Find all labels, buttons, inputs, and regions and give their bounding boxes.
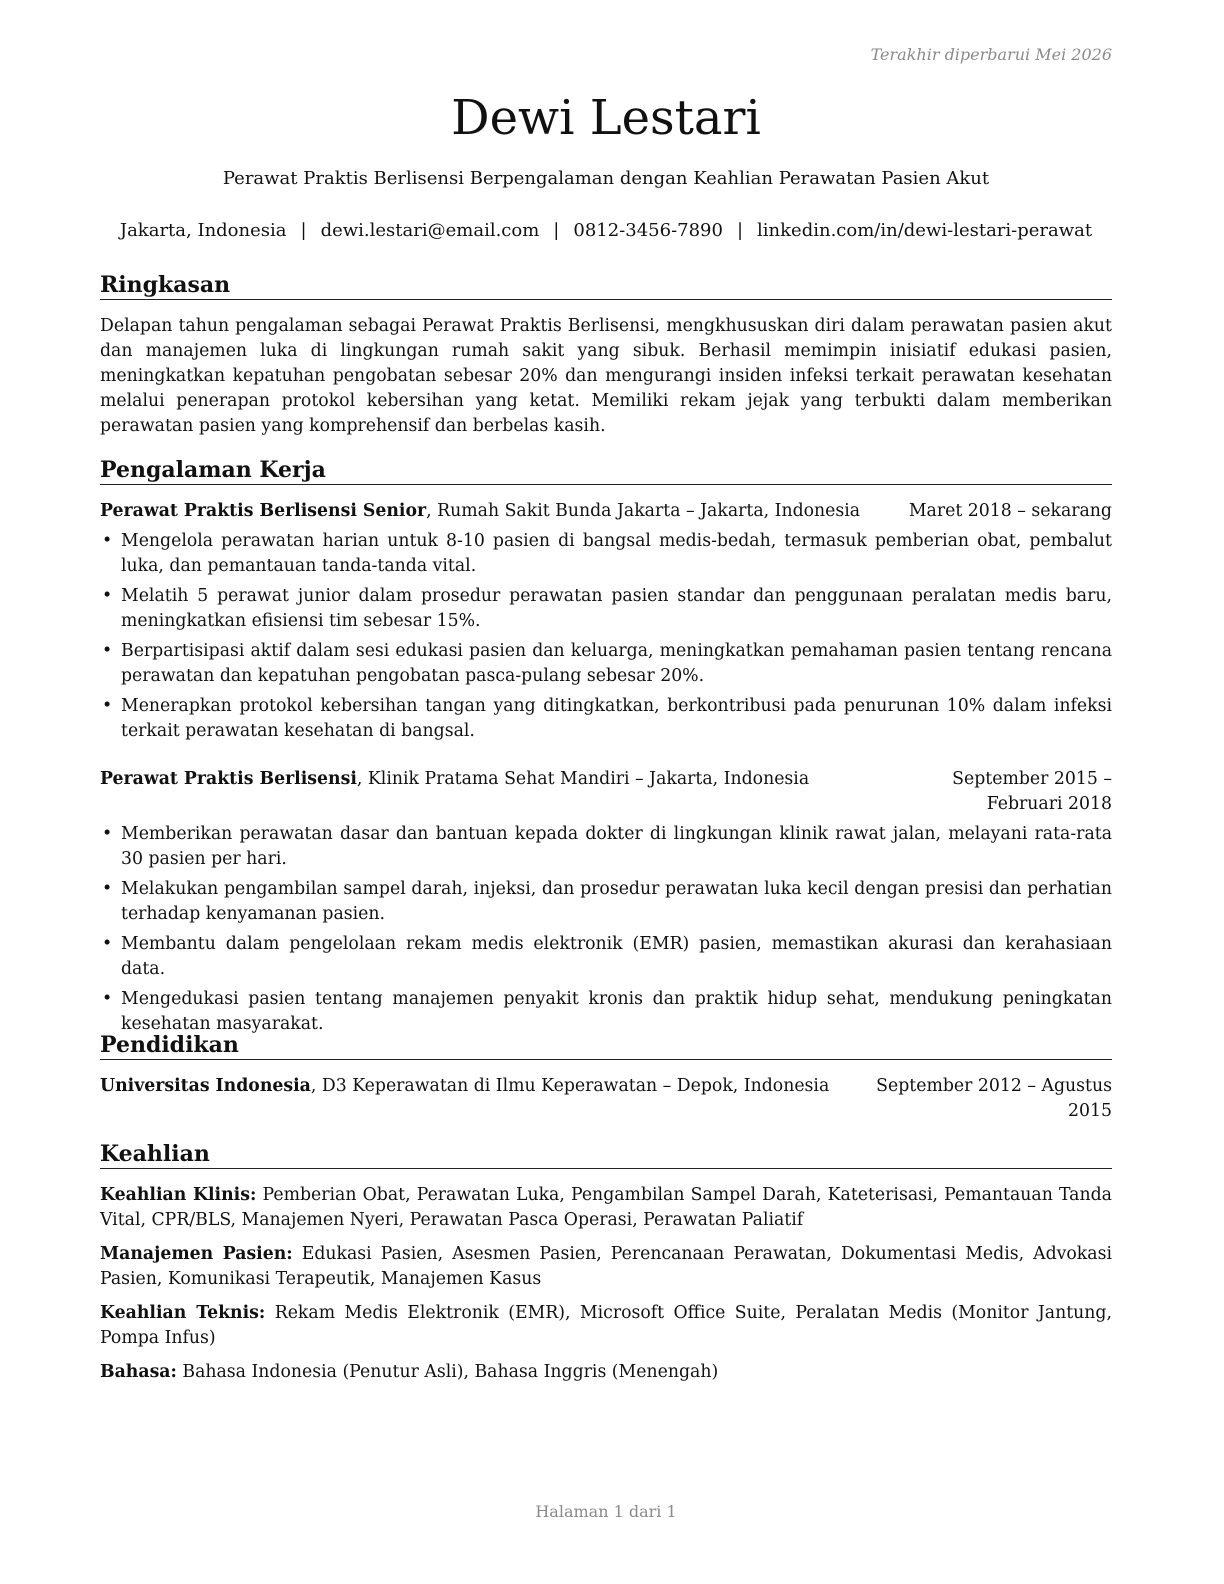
contact-separator: | (300, 220, 307, 241)
list-item: • Membantu dalam pengelolaan rekam medis elektronik (EMR) pasien, memastikan akurasi dan kerahasiaan data. (100, 932, 1112, 982)
job-dates: Maret 2018 – sekarang (908, 501, 1112, 521)
skill-text: Edukasi Pasien, Asesmen Pasien, Perencanaan Perawatan, Dokumentasi Medis, Advokasi Pasien, Komunikasi Terapeutik, Manajemen Kasus (100, 1244, 1112, 1289)
education-dates: September 2012 – Agustus 2015 (876, 1076, 1112, 1121)
last-updated-note: Terakhir diperbarui Mei 2026 (870, 45, 1112, 64)
skill-text: Bahasa Indonesia (Penutur Asli), Bahasa Inggris (Menengah) (176, 1362, 719, 1382)
list-item: • Menerapkan protokol kebersihan tangan yang ditingkatkan, berkontribusi pada penurunan 10% dalam infeksi terkait perawatan kesehatan di bangsal. (100, 694, 1112, 744)
section-title-summary: Ringkasan (100, 271, 1112, 300)
job-title: Perawat Praktis Berlisensi (100, 769, 357, 789)
list-item: • Memberikan perawatan dasar dan bantuan kepada dokter di lingkungan klinik rawat jalan, melayani rata-rata 30 pasien per hari. (100, 822, 1112, 872)
skill-row-technical (100, 1301, 1112, 1351)
education-line (100, 1074, 829, 1099)
skill-label: Keahlian Klinis: (100, 1185, 257, 1205)
resume-page (100, 0, 1112, 1584)
section-title-experience: Pengalaman Kerja (100, 456, 1112, 485)
job-title: Perawat Praktis Berlisensi Senior (100, 501, 427, 521)
skill-text: Pemberian Obat, Perawatan Luka, Pengambilan Sampel Darah, Kateterisasi, Pemantauan Tanda Vital, CPR/BLS, Manajemen Nyeri, Perawatan Pasca Operasi, Perawatan Paliatif (100, 1185, 1112, 1230)
job-header (100, 767, 1112, 817)
job-bullets (100, 822, 1112, 1042)
page-number-footer: Halaman 1 dari 1 (535, 1502, 677, 1521)
list-item: • Melatih 5 perawat junior dalam prosedur perawatan pasien standar dan penggunaan peralatan medis baru, meningkatkan efisiensi tim sebesar 15%. (100, 584, 1112, 634)
candidate-name: Dewi Lestari (451, 90, 761, 146)
list-item: • Berpartisipasi aktif dalam sesi edukasi pasien dan keluarga, meningkatkan pemahaman pasien tentang rencana perawatan dan kepatuhan pengobatan pasca-pulang sebesar 20%. (100, 639, 1112, 689)
job-title-line (100, 499, 860, 524)
list-item: • Mengelola perawatan harian untuk 8-10 pasien di bangsal medis-bedah, termasuk pemberian obat, pembalut luka, dan pemantauan tanda-tanda vital. (100, 529, 1112, 579)
skill-row-clinical (100, 1183, 1112, 1233)
skill-row-language (100, 1360, 1112, 1385)
contact-phone: 0812-3456-7890 (573, 220, 723, 241)
contact-linkedin[interactable]: linkedin.com/in/dewi-lestari-perawat (757, 220, 1093, 241)
skill-label: Bahasa: (100, 1362, 177, 1382)
job-bullets (100, 529, 1112, 749)
skill-label: Keahlian Teknis: (100, 1303, 266, 1323)
summary-text: Delapan tahun pengalaman sebagai Perawat Praktis Berlisensi, mengkhususkan diri dalam perawatan pasien akut dan manajemen luka di lingkungan rumah sakit yang sibuk. Berhasil memimpin inisiatif edukasi pasien, meningkatkan kepatuhan pengobatan sebesar 20% dan mengurangi insiden infeksi terkait perawatan kesehatan melalui penerapan protokol kebersihan yang ketat. Memiliki rekam jejak yang terbukti dalam memberikan perawatan pasien yang komprehensif dan berbelas kasih. (100, 316, 1112, 436)
list-item: • Melakukan pengambilan sampel darah, injeksi, dan prosedur perawatan luka kecil dengan presisi dan perhatian terhadap kenyamanan pasien. (100, 877, 1112, 927)
skill-row-patient-management (100, 1242, 1112, 1292)
candidate-tagline: Perawat Praktis Berlisensi Berpengalaman dengan Keahlian Perawatan Pasien Akut (222, 168, 990, 189)
contact-line (60, 219, 1152, 243)
education-detail: , D3 Keperawatan di Ilmu Keperawatan – Depok, Indonesia (310, 1076, 830, 1096)
skill-label: Manajemen Pasien: (100, 1244, 293, 1264)
section-title-skills: Keahlian (100, 1140, 1112, 1169)
contact-separator: | (553, 220, 560, 241)
job-org: , Rumah Sakit Bunda Jakarta – Jakarta, Indonesia (426, 501, 861, 521)
job-dates: September 2015 – Februari 2018 (952, 769, 1112, 814)
contact-separator: | (736, 220, 744, 241)
section-title-education: Pendidikan (100, 1031, 1112, 1060)
education-entry (100, 1074, 1112, 1124)
job-header (100, 499, 1112, 524)
list-item: • Mengedukasi pasien tentang manajemen penyakit kronis dan praktik hidup sehat, mendukung peningkatan kesehatan masyarakat. (100, 987, 1112, 1037)
contact-email[interactable]: dewi.lestari@email.com (320, 220, 540, 241)
job-org: , Klinik Pratama Sehat Mandiri – Jakarta, Indonesia (356, 769, 810, 789)
contact-location: Jakarta, Indonesia (119, 220, 287, 241)
skill-text: Rekam Medis Elektronik (EMR), Microsoft Office Suite, Peralatan Medis (Monitor Jantung, Pompa Infus) (100, 1303, 1112, 1348)
education-school: Universitas Indonesia (100, 1076, 311, 1096)
job-title-line (100, 767, 809, 792)
